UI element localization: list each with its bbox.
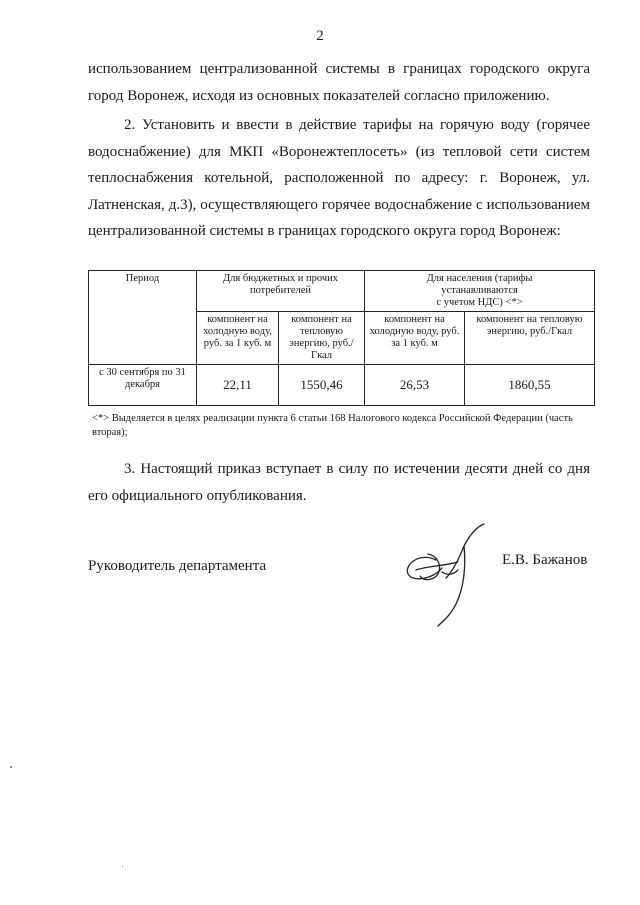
population-header-line: Для населения (тарифы <box>426 273 533 284</box>
population-header-line: с учетом НДС) <*> <box>436 297 523 308</box>
signature-image <box>398 518 496 630</box>
table-row <box>89 365 595 406</box>
scan-speck <box>122 866 123 867</box>
period-cell: с 30 сентября по 31 декабря <box>89 365 197 406</box>
tariff-table <box>88 270 595 406</box>
value-cold-water-population: 26,53 <box>365 365 465 406</box>
footnote: <*> Выделяется в целях реализации пункта 6 статьи 168 Налогового кодекса Российской Федерации (часть вторая); <box>92 413 573 438</box>
paragraph-item-2: 2. Установить и ввести в действие тарифы на горячую воду (горячее водоснабжение) для МКП «Воронежтеплосеть» (из тепловой сети систем теплоснабжения котельной, расположенной по адресу: г. Воронеж, ул. Латненская, д.3), осуществляющего горячее водоснабжение с использованием централизованной системы в границах городского округа город Воронеж: <box>88 117 590 239</box>
signer-title: Руководитель департамента <box>88 558 267 574</box>
budget-consumers-header: Для бюджетных и прочих потребителей <box>197 271 365 312</box>
subheader-cold-water-population: компонент на холодную воду, руб. за 1 куб. м <box>365 312 465 365</box>
population-header <box>365 271 595 312</box>
value-heat-energy-population: 1860,55 <box>465 365 595 406</box>
paragraph-item-3: 3. Настоящий приказ вступает в силу по истечении десяти дней со дня его официального опубликования. <box>88 461 590 504</box>
value-cold-water-budget: 22,11 <box>197 365 279 406</box>
subheader-heat-energy-budget: компонент на тепловую энергию, руб./Гкал <box>279 312 365 365</box>
page-number: 2 <box>316 28 324 44</box>
subheader-cold-water-budget: компонент на холодную воду, руб. за 1 куб. м <box>197 312 279 365</box>
paragraph-continuation: использованием централизованной системы в границах городского округа город Воронеж, исходя из основных показателей согласно приложению. <box>88 61 590 104</box>
period-header: Период <box>89 271 197 365</box>
scan-speck <box>10 766 12 768</box>
subheader-heat-energy-population: компонент на тепловую энергию, руб./Гкал <box>465 312 595 365</box>
population-header-line: устанавливаются <box>441 285 518 296</box>
value-heat-energy-budget: 1550,46 <box>279 365 365 406</box>
table-header-row <box>89 271 595 312</box>
signer-name: Е.В. Бажанов <box>502 552 588 568</box>
